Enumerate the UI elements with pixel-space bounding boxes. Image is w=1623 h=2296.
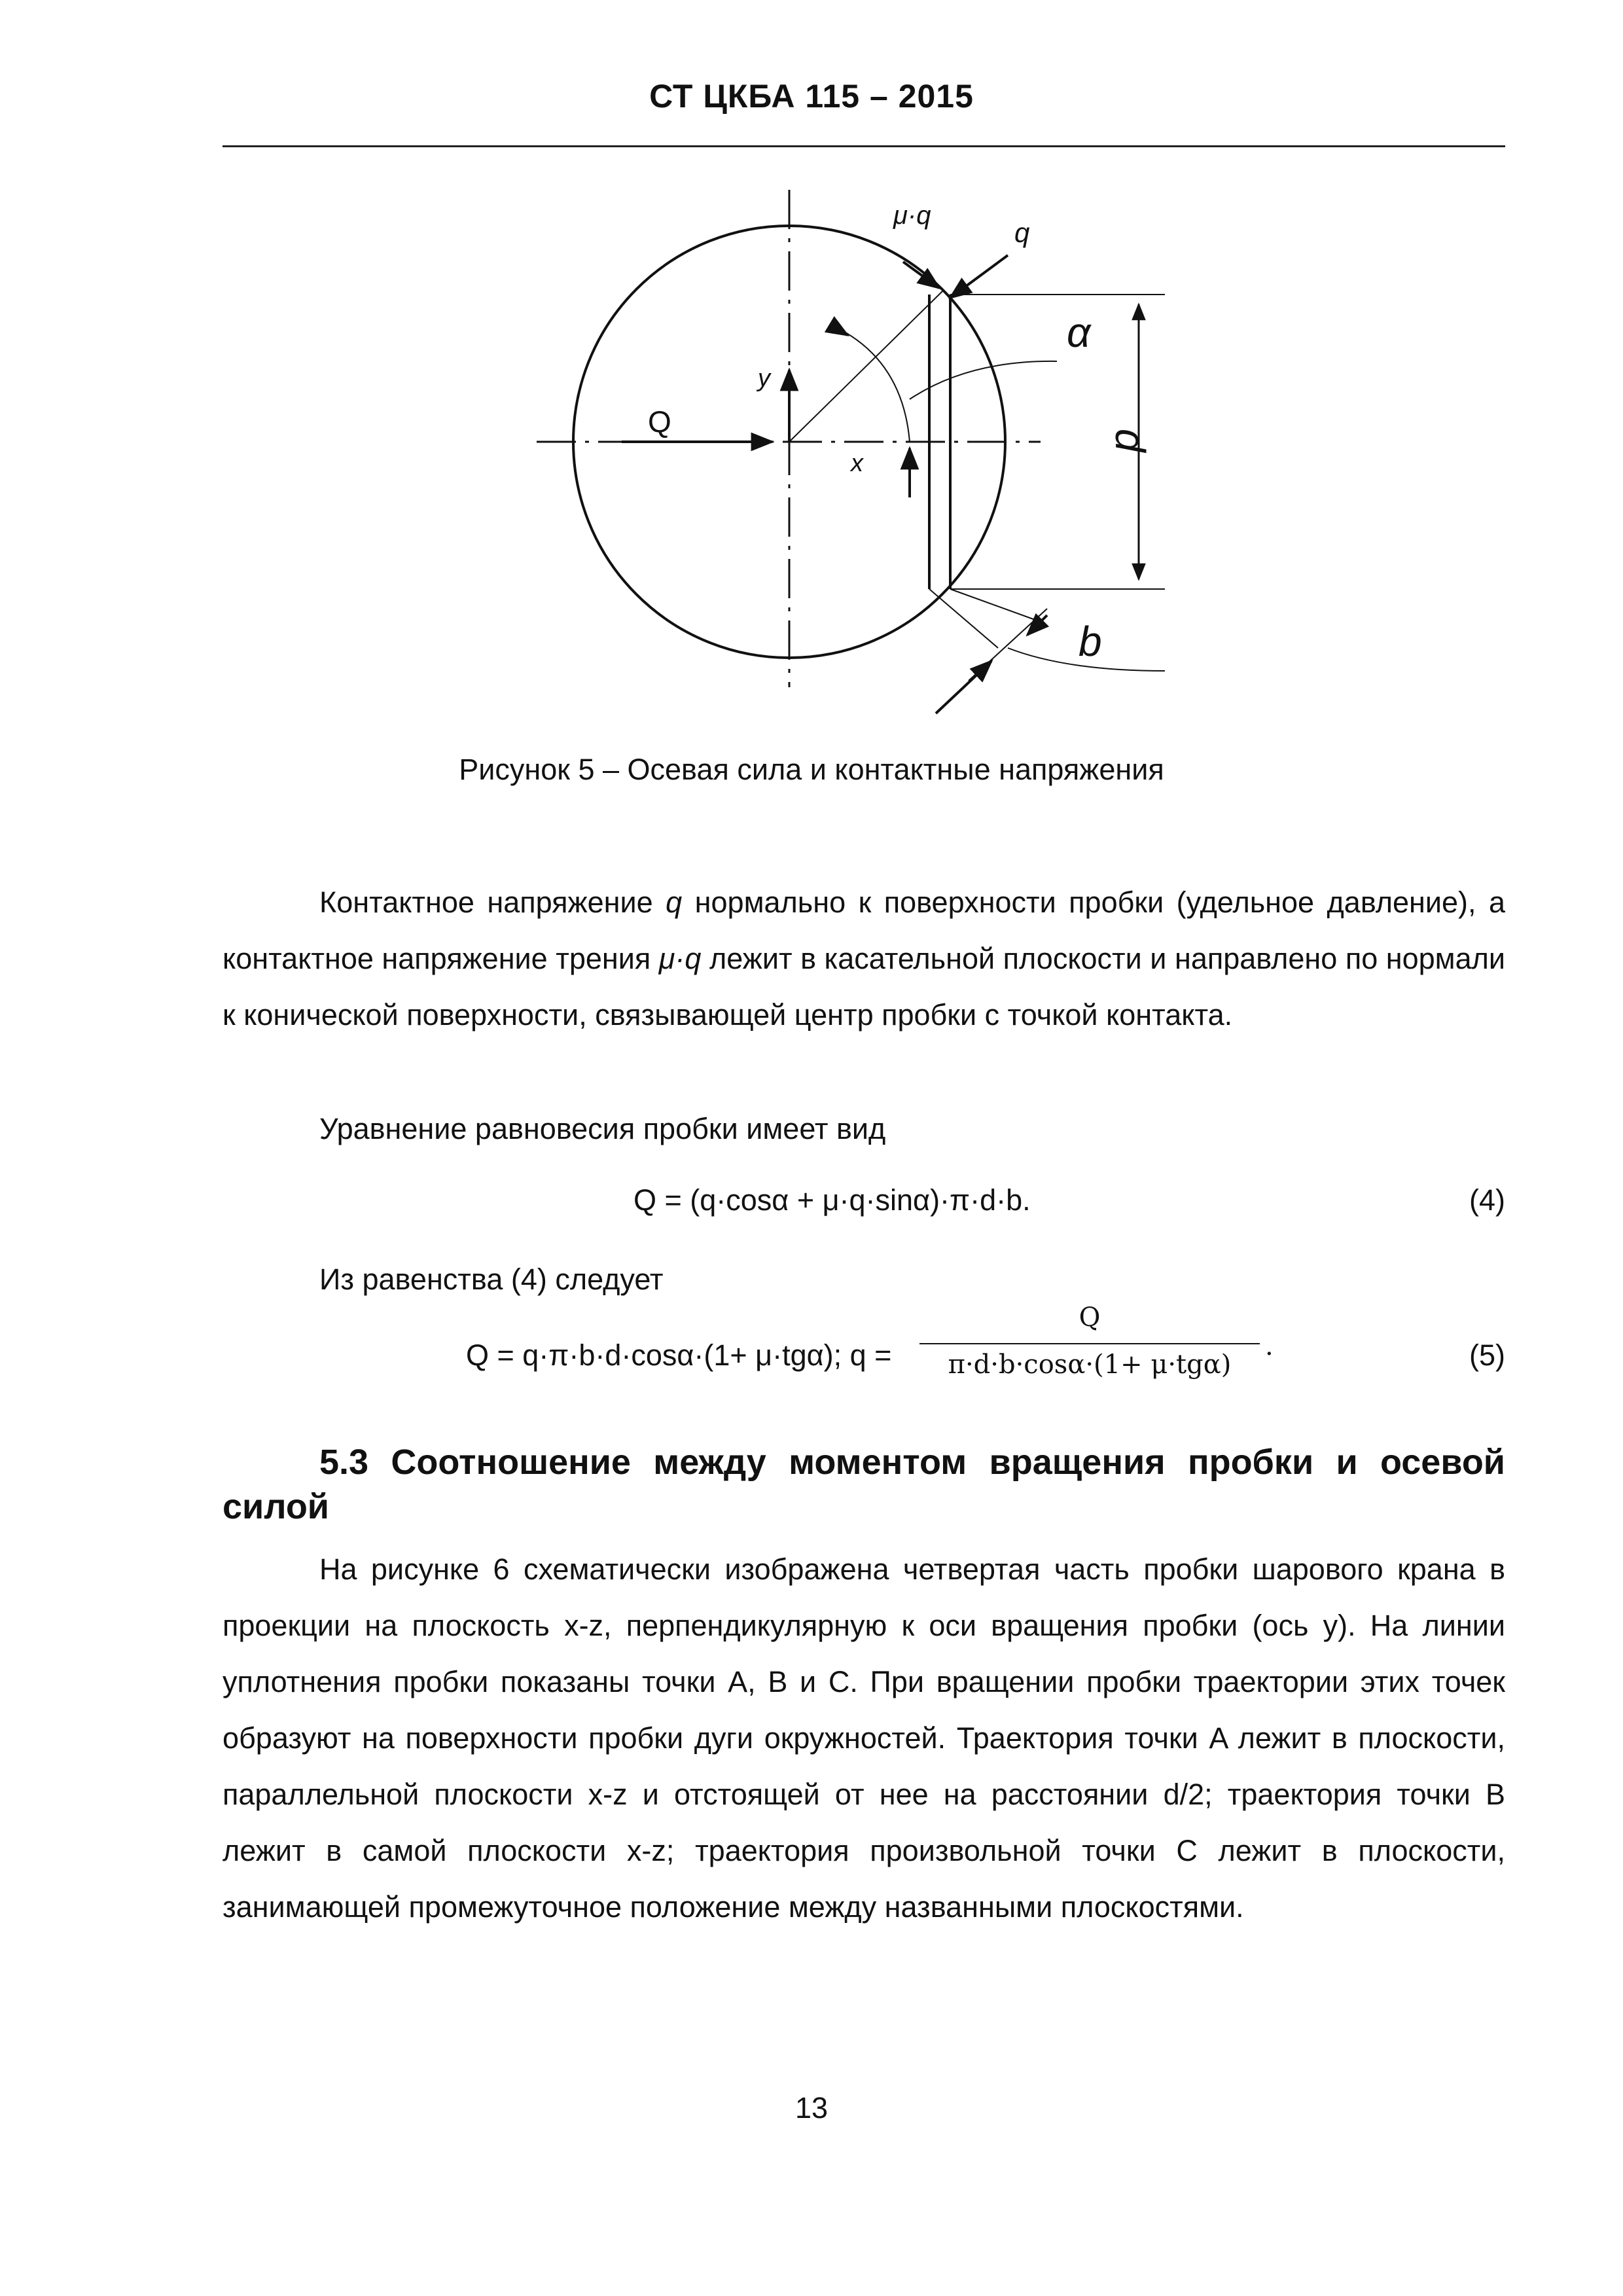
figure-caption: Рисунок 5 – Осевая сила и контактные напряжения bbox=[459, 753, 1164, 786]
b-arrow-1 bbox=[936, 661, 991, 713]
section-heading: 5.3 Соотношение между моментом вращения пробки и осевой силой bbox=[223, 1443, 1505, 1526]
label-y: y bbox=[758, 365, 770, 392]
equation-5-fraction bbox=[919, 1302, 1274, 1401]
label-mu-q: μ·q bbox=[893, 201, 931, 230]
figure-5-diagram bbox=[510, 190, 1165, 720]
page-number: 13 bbox=[794, 2091, 829, 2125]
document-header: СТ ЦКБА 115 – 2015 bbox=[649, 78, 974, 115]
fraction-bar bbox=[919, 1343, 1260, 1344]
label-alpha: α bbox=[1067, 309, 1091, 356]
alpha-arc-arrow-top bbox=[834, 327, 847, 335]
b-extension-1 bbox=[929, 589, 998, 648]
header-rule bbox=[223, 145, 1505, 147]
q-arrow bbox=[950, 255, 1008, 298]
paragraph-equilibrium: Уравнение равновесия пробки имеет вид bbox=[319, 1112, 886, 1145]
label-d: d bbox=[1107, 429, 1154, 452]
label-b: b bbox=[1079, 618, 1102, 665]
label-Q: Q bbox=[648, 404, 671, 439]
b-extension-2 bbox=[950, 589, 1041, 622]
paragraph-contact-stress bbox=[223, 874, 1505, 1043]
mu-q-arrow bbox=[903, 262, 939, 288]
paragraph-text: нормально к поверхности пробки (удельное давление), а контактное напряжение трения bbox=[223, 886, 1505, 975]
equation-5-number: (5) bbox=[1469, 1338, 1505, 1372]
label-q: q bbox=[1014, 217, 1030, 248]
radius-line bbox=[789, 291, 942, 442]
paragraph-text: лежит в касательной плоскости и направлено по нормали к конической поверхности, связывающей центр пробки с точкой контакта. bbox=[223, 942, 1506, 1031]
equation-5-left: Q = q·π·b·d·cosα·(1+ μ·tgα); q = bbox=[466, 1338, 892, 1372]
equation-4: Q = (q·cosα + μ·q·sinα)·π·d·b. bbox=[633, 1183, 1031, 1217]
alpha-arc bbox=[846, 332, 910, 442]
label-x: x bbox=[851, 450, 863, 477]
paragraph-follows: Из равенства (4) следует bbox=[319, 1263, 664, 1296]
fraction-denominator: π·d·b·cosα·(1+ μ·tgα) bbox=[948, 1350, 1232, 1380]
paragraph-figure-6: На рисунке 6 схематически изображена четвертая часть пробки шарового крана в проекции на плоскость x-z, перпендикулярную к оси вращения пробки (ось y). На линии уплотнения пробки показаны точки A, B и C. При вращении пробки траектории этих точек образуют на поверхности пробки дуги окружностей. Траектория точки A лежит в плоскости, параллельной плоскости x-z и отстоящей от нее на расстоянии d/2; траектория точки B лежит в самой плоскости x-z; траектория произвольной точки C лежит в плоскости, занимающей промежуточное положение между названными плоскостями. bbox=[223, 1552, 1505, 1924]
symbol-mu-q: μ·q bbox=[658, 942, 702, 975]
fraction-numerator: Q bbox=[1079, 1302, 1101, 1333]
equation-4-number: (4) bbox=[1469, 1183, 1505, 1217]
symbol-q: q bbox=[666, 886, 683, 919]
fraction-period: . bbox=[1265, 1331, 1274, 1361]
paragraph-text: Контактное напряжение bbox=[319, 886, 666, 919]
alpha-leader bbox=[910, 361, 1057, 399]
